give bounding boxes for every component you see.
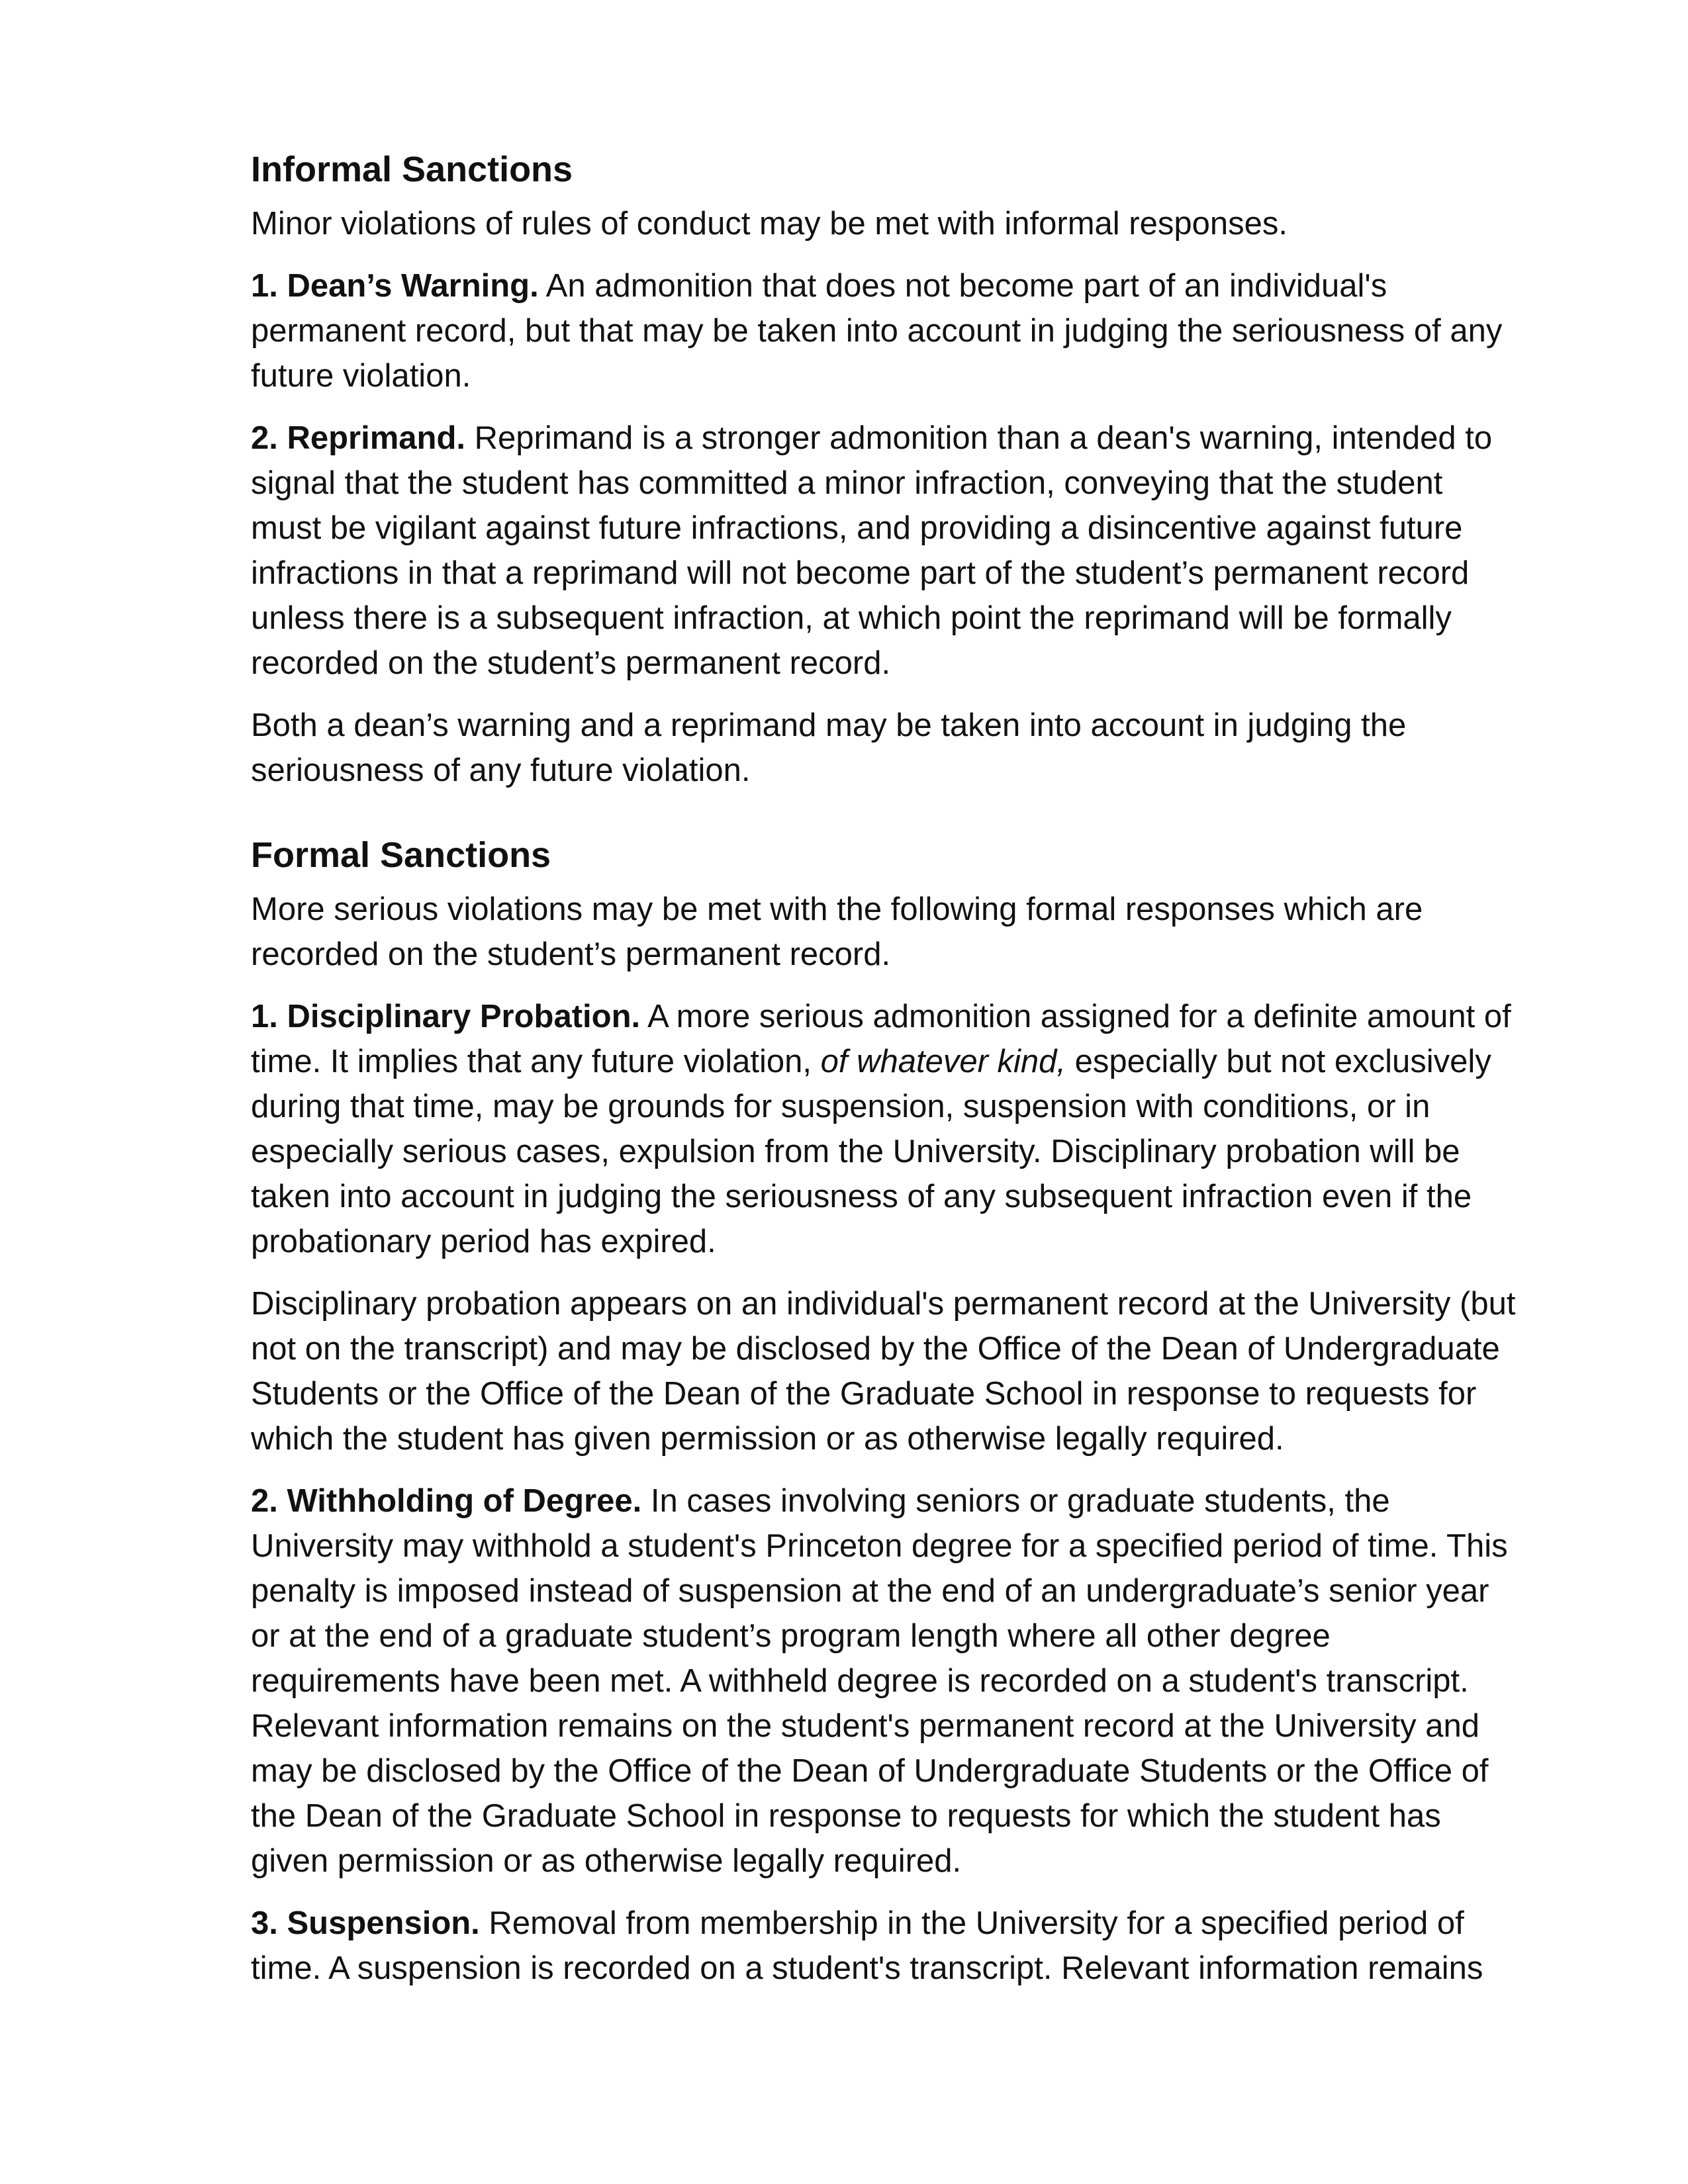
withholding-of-degree-label: 2. Withholding of Degree. [251, 1483, 642, 1519]
withholding-of-degree-paragraph [251, 1479, 1522, 1884]
document-page [251, 147, 1522, 1991]
formal-sanctions-heading: Formal Sanctions [251, 835, 551, 875]
informal-sanctions-heading: Informal Sanctions [251, 150, 573, 189]
suspension-paragraph [251, 1901, 1522, 1991]
formal-intro: More serious violations may be met with the following formal responses which are recorded on the student’s permanent record. [251, 891, 1423, 972]
disciplinary-probation-text-before: A more serious admonition assigned for a definite amount of time. It implies that any future violation, [251, 999, 1511, 1079]
disciplinary-probation-label: 1. Disciplinary Probation. [251, 999, 641, 1034]
probation-note-paragraph: Disciplinary probation appears on an individual's permanent record at the University (but not on the transcript) and may be disclosed by the Office of the Dean of Undergraduate Students or the Office of the Dean of the Graduate School in response to requests for which the student has given permission or as otherwise legally required. [251, 1286, 1516, 1457]
deans-warning-text: An admonition that does not become part of an individual's permanent record, but that may be taken into account in judging the seriousness of any future violation. [251, 268, 1503, 394]
reprimand-label: 2. Reprimand. [251, 420, 466, 456]
suspension-label: 3. Suspension. [251, 1905, 480, 1941]
disciplinary-probation-italic: of whatever kind, [820, 1044, 1066, 1079]
suspension-text: Removal from membership in the University for a specified period of time. A suspension is recorded on a student's transcript. Relevant information remains [251, 1905, 1483, 1986]
reprimand-text: Reprimand is a stronger admonition than a dean's warning, intended to signal that the student has committed a minor infraction, conveying that the student must be vigilant against future infractions, and providing a disincentive against future infractions in that a reprimand will not become part of the student’s permanent record unless there is a subsequent infraction, at which point the reprimand will be formally recorded on the student’s permanent record. [251, 420, 1493, 681]
disciplinary-probation-paragraph [251, 994, 1522, 1264]
deans-warning-label: 1. Dean’s Warning. [251, 268, 539, 304]
reprimand-paragraph [251, 416, 1522, 686]
disciplinary-probation-text-after: especially but not exclusively during that time, may be grounds for suspension, suspension with conditions, or in especially serious cases, expulsion from the University. Disciplinary probation will be taken into account in judging the seriousness of any subsequent infraction even if the probationary period has expired. [251, 1044, 1491, 1259]
withholding-of-degree-text: In cases involving seniors or graduate students, the University may withhold a student's Princeton degree for a specified period of time. This penalty is imposed instead of suspension at the end of an undergraduate’s senior year or at the end of a graduate student’s program length where all other degree requirements have been met. A withheld degree is recorded on a student's transcript. Relevant information remains on the student's permanent record at the University and may be disclosed by the Office of the Dean of Undergraduate Students or the Office of the Dean of the Graduate School in response to requests for which the student has given permission or as otherwise legally required. [251, 1483, 1508, 1879]
informal-closing: Both a dean’s warning and a reprimand may be taken into account in judging the seriousness of any future violation. [251, 707, 1407, 788]
informal-intro: Minor violations of rules of conduct may be met with informal responses. [251, 206, 1288, 242]
deans-warning-paragraph [251, 263, 1522, 398]
